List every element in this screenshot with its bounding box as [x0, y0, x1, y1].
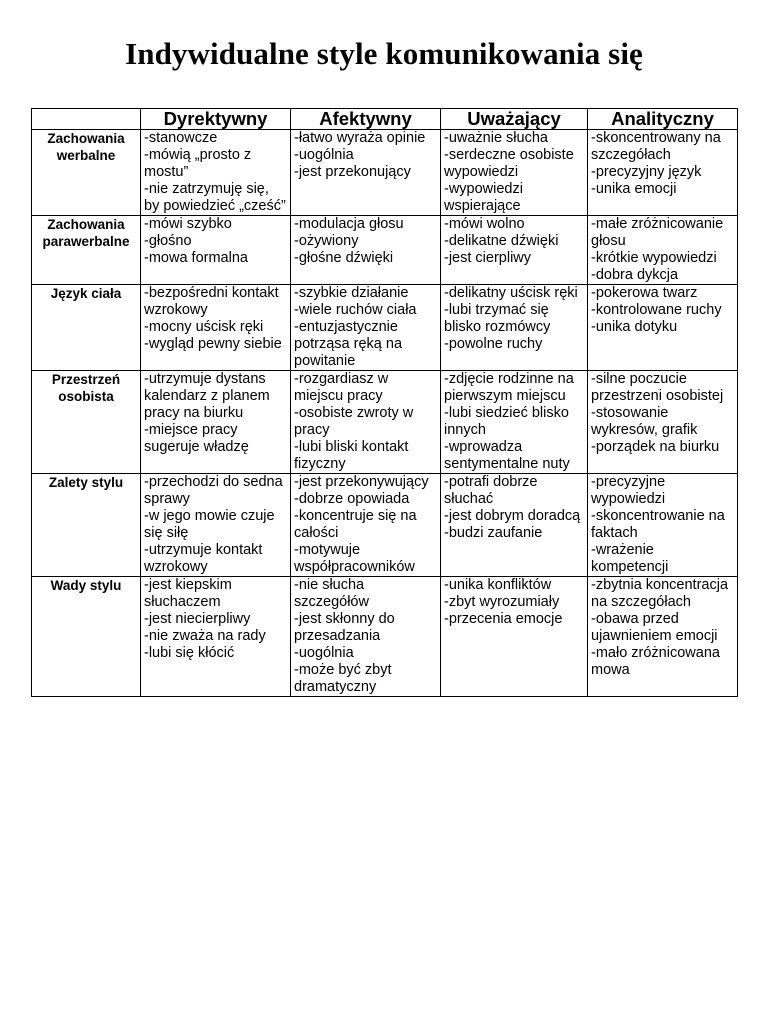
cell-item: -lubi się kłócić: [144, 645, 235, 661]
cell-item: -miejsce pracy sugeruje władzę: [144, 422, 249, 455]
row-header-line: parawerbalne: [42, 234, 130, 249]
cell-item: -zdjęcie rodzinne na pierwszym miejscu: [444, 371, 574, 404]
corner-header-cell: [32, 109, 141, 130]
cell-dyrektywny: [141, 371, 291, 474]
cell-afektywny: [291, 371, 441, 474]
cell-item: -mówi szybko: [144, 216, 232, 232]
cell-analityczny: [588, 130, 738, 216]
cell-item: -obawa przed ujawnieniem emocji: [591, 611, 718, 644]
cell-item: -lubi bliski kontakt fizyczny: [294, 439, 409, 472]
cell-item: -utrzymuje kontakt wzrokowy: [144, 542, 263, 575]
cell-item: -wrażenie kompetencji: [591, 542, 669, 575]
cell-item: -dobrze opowiada: [294, 491, 410, 507]
cell-uwazajacy: [441, 371, 588, 474]
table-row: [32, 130, 738, 216]
row-header-line: werbalne: [56, 148, 116, 163]
cell-item: -krótkie wypowiedzi: [591, 250, 717, 266]
cell-item: -serdeczne osobiste wypowiedzi: [444, 147, 574, 180]
cell-item: -nie zważa na rady: [144, 628, 266, 644]
cell-afektywny: [291, 285, 441, 371]
row-header-line: osobista: [58, 389, 114, 404]
cell-item: -wiele ruchów ciała: [294, 302, 417, 318]
cell-item: -mowa formalna: [144, 250, 248, 266]
cell-item: -precyzyjne wypowiedzi: [591, 474, 666, 507]
cell-item: -może być zbyt dramatyczny: [294, 662, 392, 695]
cell-uwazajacy: [441, 216, 588, 285]
cell-item: -zbytnia koncentracja na szczegółach: [591, 577, 729, 610]
cell-item: -jest niecierpliwy: [144, 611, 251, 627]
cell-item: -delikatne dźwięki: [444, 233, 559, 249]
row-header-line: Wady stylu: [50, 578, 122, 593]
cell-item: -entuzjastycznie potrząsa ręką na powitanie: [294, 319, 403, 369]
cell-analityczny: [588, 216, 738, 285]
cell-item: -bezpośredni kontakt wzrokowy: [144, 285, 279, 318]
cell-item: -utrzymuje dystans kalendarz z planem pracy na biurku: [144, 371, 270, 421]
table-row: [32, 474, 738, 577]
cell-afektywny: [291, 130, 441, 216]
cell-item: -modulacja głosu: [294, 216, 404, 232]
cell-item: -unika emocji: [591, 181, 677, 197]
cell-item: -małe zróżnicowanie głosu: [591, 216, 724, 249]
row-header: [32, 285, 141, 371]
cell-item: -unika dotyku: [591, 319, 678, 335]
cell-dyrektywny: [141, 577, 291, 697]
cell-item: -przecenia emocje: [444, 611, 563, 627]
cell-item: -porządek na biurku: [591, 439, 720, 455]
row-header: [32, 474, 141, 577]
column-header-dyrektywny: Dyrektywny: [141, 109, 291, 130]
row-header: [32, 216, 141, 285]
cell-item: -mało zróżnicowana mowa: [591, 645, 720, 678]
cell-item: -ożywiony: [294, 233, 359, 249]
cell-item: -nie słucha szczegółów: [294, 577, 369, 610]
row-header: [32, 371, 141, 474]
cell-item: -przechodzi do sedna sprawy: [144, 474, 283, 507]
cell-item: -dobra dykcja: [591, 267, 679, 283]
cell-analityczny: [588, 474, 738, 577]
cell-item: -wprowadza sentymentalne nuty: [444, 439, 570, 472]
cell-item: -uogólnia: [294, 645, 354, 661]
row-header-line: Język ciała: [50, 286, 122, 301]
cell-item: -koncentruje się na całości: [294, 508, 417, 541]
cell-item: -głośne dźwięki: [294, 250, 394, 266]
cell-item: -osobiste zwroty w pracy: [294, 405, 414, 438]
cell-dyrektywny: [141, 474, 291, 577]
cell-item: -głośno: [144, 233, 192, 249]
row-header-line: Zalety stylu: [48, 475, 124, 490]
cell-item: -budzi zaufanie: [444, 525, 543, 541]
cell-item: -powolne ruchy: [444, 336, 543, 352]
cell-item: -szybkie działanie: [294, 285, 409, 301]
cell-item: -jest kiepskim słuchaczem: [144, 577, 232, 610]
cell-item: -lubi trzymać się blisko rozmówcy: [444, 302, 551, 335]
row-header-line: Zachowania: [47, 217, 125, 232]
cell-item: -delikatny uścisk ręki: [444, 285, 578, 301]
table-body: [32, 130, 738, 697]
cell-item: -jest przekonywujący: [294, 474, 429, 490]
row-header: [32, 130, 141, 216]
table-row: [32, 285, 738, 371]
cell-item: -wygląd pewny siebie: [144, 336, 282, 352]
cell-item: -mówią „prosto z mostu”: [144, 147, 252, 180]
table-row: [32, 216, 738, 285]
cell-item: -potrafi dobrze słuchać: [444, 474, 538, 507]
cell-uwazajacy: [441, 474, 588, 577]
cell-analityczny: [588, 285, 738, 371]
cell-item: -uogólnia: [294, 147, 354, 163]
cell-dyrektywny: [141, 216, 291, 285]
cell-item: -uważnie słucha: [444, 130, 548, 146]
table-row: [32, 371, 738, 474]
cell-item: -motywuje współpracowników: [294, 542, 415, 575]
cell-afektywny: [291, 216, 441, 285]
cell-uwazajacy: [441, 577, 588, 697]
communication-styles-table: [31, 108, 738, 697]
cell-item: -jest cierpliwy: [444, 250, 532, 266]
cell-item: -wypowiedzi wspierające: [444, 181, 523, 214]
cell-item: -mocny uścisk ręki: [144, 319, 264, 335]
cell-analityczny: [588, 577, 738, 697]
cell-afektywny: [291, 474, 441, 577]
cell-afektywny: [291, 577, 441, 697]
table-row: [32, 577, 738, 697]
cell-item: -lubi siedzieć blisko innych: [444, 405, 569, 438]
row-header: [32, 577, 141, 697]
cell-item: -skoncentrowanie na faktach: [591, 508, 725, 541]
column-header-analityczny: Analityczny: [588, 109, 738, 130]
cell-item: -precyzyjny język: [591, 164, 702, 180]
cell-item: -łatwo wyraża opinie: [294, 130, 426, 146]
cell-item: -silne poczucie przestrzeni osobistej: [591, 371, 724, 404]
cell-item: -rozgardiasz w miejscu pracy: [294, 371, 389, 404]
cell-item: -w jego mowie czuje się siłę: [144, 508, 275, 541]
table-header-row: [32, 109, 738, 130]
page-title: Indywidualne style komunikowania się: [125, 36, 643, 71]
column-header-uwazajacy: Uważający: [441, 109, 588, 130]
cell-item: -mówi wolno: [444, 216, 525, 232]
cell-item: -stosowanie wykresów, grafik: [591, 405, 698, 438]
cell-item: -zbyt wyrozumiały: [444, 594, 560, 610]
cell-analityczny: [588, 371, 738, 474]
cell-dyrektywny: [141, 130, 291, 216]
cell-uwazajacy: [441, 285, 588, 371]
cell-item: -jest dobrym doradcą: [444, 508, 581, 524]
cell-item: -unika konfliktów: [444, 577, 552, 593]
column-header-afektywny: Afektywny: [291, 109, 441, 130]
cell-item: -stanowcze: [144, 130, 218, 146]
row-header-line: Zachowania: [47, 131, 125, 146]
cell-uwazajacy: [441, 130, 588, 216]
cell-item: -pokerowa twarz: [591, 285, 698, 301]
cell-dyrektywny: [141, 285, 291, 371]
cell-item: -kontrolowane ruchy: [591, 302, 722, 318]
cell-item: -skoncentrowany na szczegółach: [591, 130, 721, 163]
cell-item: -jest przekonujący: [294, 164, 411, 180]
cell-item: -nie zatrzymuję się, by powiedzieć „cześć”: [144, 181, 286, 214]
cell-item: -jest skłonny do przesadzania: [294, 611, 395, 644]
row-header-line: Przestrzeń: [51, 372, 121, 387]
